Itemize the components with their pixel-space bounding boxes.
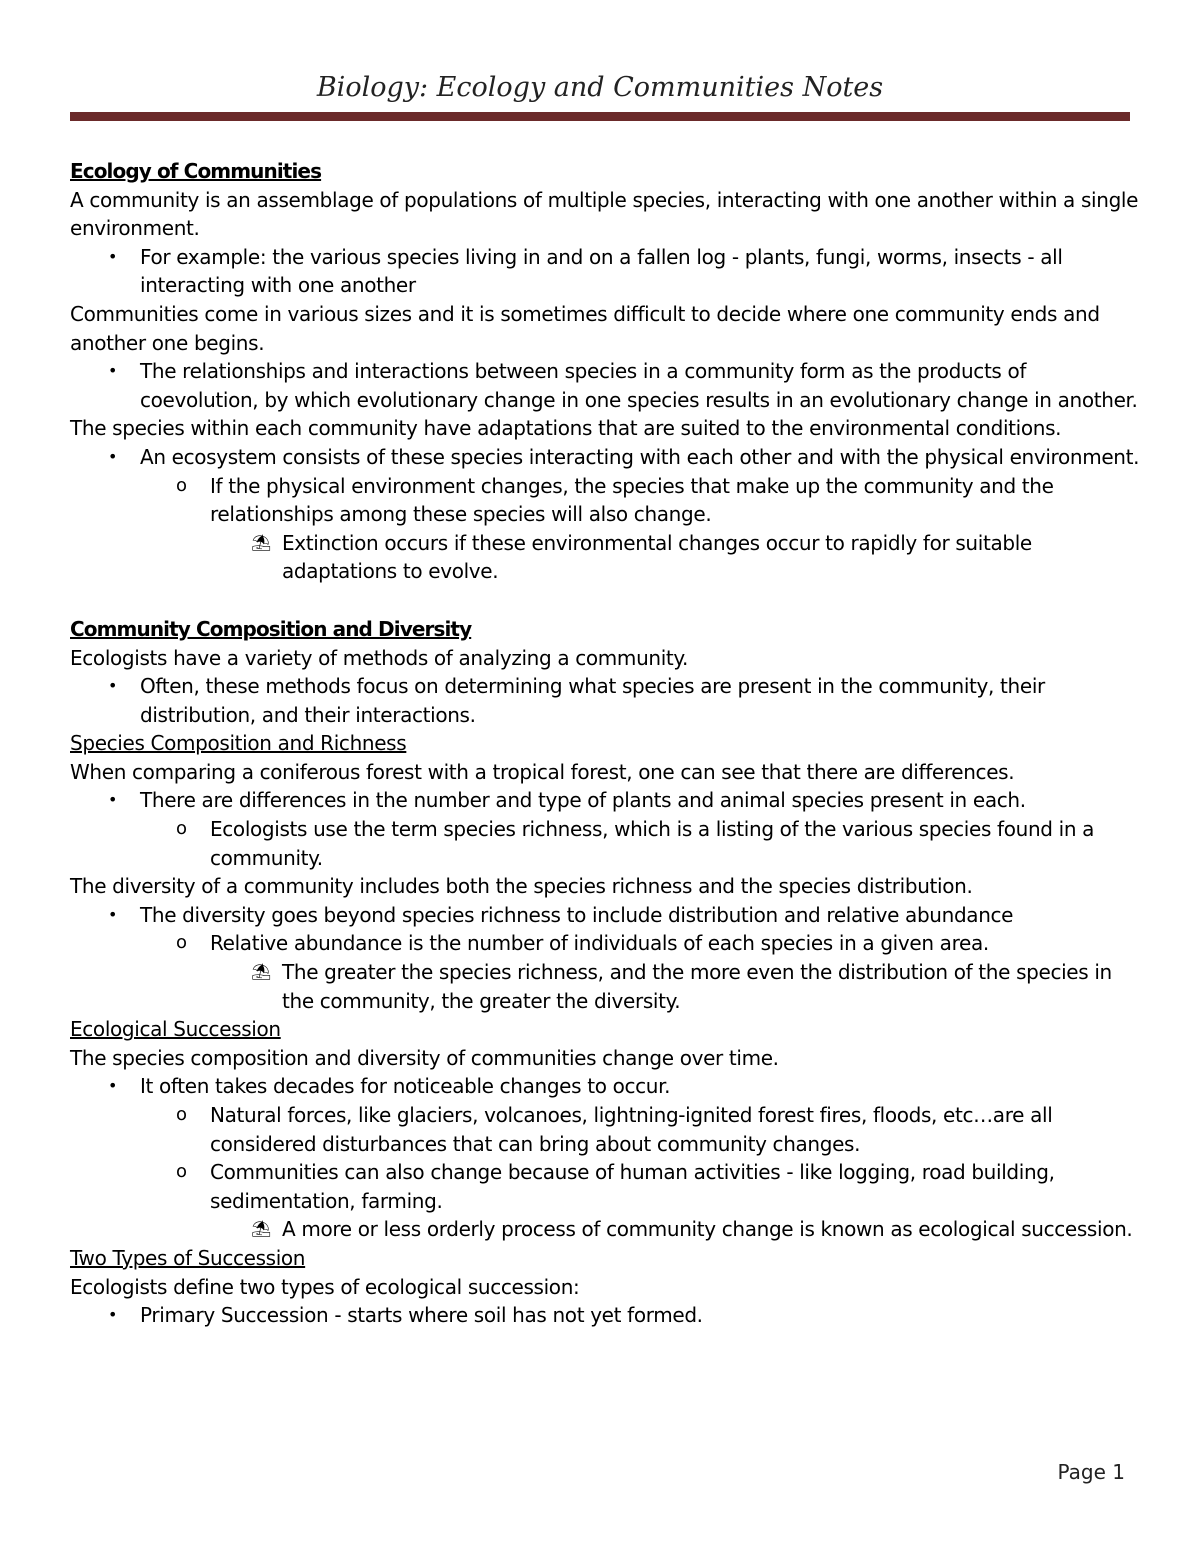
list-item (70, 815, 1140, 872)
list-item (70, 529, 1140, 586)
subheading-species-composition: Species Composition and Richness (70, 731, 407, 756)
bullet-icon: • (108, 1076, 118, 1096)
subheading-ecological-succession: Ecological Succession (70, 1017, 281, 1042)
list-item-text: There are differences in the number and type of plants and animal species present in each. (140, 788, 1026, 813)
bullet-icon: • (108, 790, 118, 810)
list-item (70, 1301, 1140, 1330)
bullet-icon: • (108, 904, 118, 924)
bullet-icon: • (108, 676, 118, 696)
list-item-text: Natural forces, like glaciers, volcanoes, lightning-ignited forest fires, floods, etc…are all considered disturbances that can bring about community changes. (210, 1103, 1053, 1156)
list-item-text: If the physical environment changes, the species that make up the community and the relationships among these species will also change. (210, 473, 1054, 527)
list-item (70, 1072, 1140, 1101)
circle-bullet-icon: o (176, 818, 187, 840)
page-number: Page 1 (1057, 1460, 1125, 1484)
list-item (70, 929, 1140, 958)
paragraph: The diversity of a community includes both the species richness and the species distribution. (70, 874, 973, 899)
umbrella-bullet-icon: ⛱ (251, 962, 271, 982)
list-item-text: Extinction occurs if these environmental changes occur to rapidly for suitable adaptations to evolve. (282, 530, 1032, 584)
list-item-text: Often, these methods focus on determining what species are present in the community, their distribution, and their interactions. (140, 674, 1045, 727)
circle-bullet-icon: o (176, 1104, 187, 1125)
list-item-text: A more or less orderly process of community change is known as ecological succession. (282, 1217, 1133, 1242)
header-divider (70, 112, 1130, 121)
list-item (70, 357, 1140, 414)
bullet-icon: • (108, 446, 118, 466)
circle-bullet-icon: o (176, 474, 187, 496)
document-body (70, 157, 1140, 1330)
list-item (70, 786, 1140, 815)
umbrella-bullet-icon: ⛱ (251, 1219, 271, 1239)
bullet-icon: • (108, 361, 118, 381)
paragraph: Communities come in various sizes and it is sometimes difficult to decide where one community ends and another one begins. (70, 301, 1100, 355)
section-heading-ecology-of-communities: Ecology of Communities (70, 159, 322, 183)
list-item-text: For example: the various species living in and on a fallen log - plants, fungi, worms, insects - all interacting with one another (140, 244, 1063, 298)
paragraph: A community is an assemblage of populations of multiple species, interacting with one another within a single environment. (70, 187, 1139, 241)
list-item (70, 1158, 1140, 1215)
list-item (70, 1101, 1140, 1158)
subheading-two-types-of-succession: Two Types of Succession (70, 1245, 306, 1270)
list-item-text: An ecosystem consists of these species interacting with each other and with the physical environment. (140, 444, 1140, 469)
list-item-text: Ecologists use the term species richness, which is a listing of the various species found in a community. (210, 817, 1095, 870)
paragraph: Ecologists define two types of ecological succession: (70, 1274, 580, 1299)
page-title: Biology: Ecology and Communities Notes (316, 72, 884, 103)
circle-bullet-icon: o (176, 1161, 187, 1183)
paragraph: The species within each community have adaptations that are suited to the environmental conditions. (70, 416, 1062, 441)
list-item-text: The relationships and interactions between species in a community form as the products of coevolution, by which evolutionary change in one species results in an evolutionary change in another. (140, 359, 1138, 412)
list-item-text: Communities can also change because of human activities - like logging, road building, sedimentation, farming. (210, 1160, 1055, 1213)
paragraph: When comparing a coniferous forest with a tropical forest, one can see that there are differences. (70, 759, 1015, 784)
list-item-text: The diversity goes beyond species richness to include distribution and relative abundance (140, 902, 1014, 927)
paragraph: The species composition and diversity of communities change over time. (70, 1045, 779, 1070)
list-item-text: Primary Succession - starts where soil has not yet formed. (140, 1303, 703, 1328)
list-item (70, 472, 1140, 529)
list-item (70, 958, 1140, 1015)
list-item (70, 1215, 1140, 1244)
bullet-icon: • (108, 246, 118, 266)
list-item-text: It often takes decades for noticeable changes to occur. (140, 1074, 671, 1099)
list-item (70, 243, 1140, 300)
umbrella-bullet-icon: ⛱ (251, 532, 271, 552)
list-item (70, 901, 1140, 930)
list-item (70, 443, 1140, 472)
section-heading-community-composition: Community Composition and Diversity (70, 616, 472, 641)
paragraph: Ecologists have a variety of methods of analyzing a community. (70, 645, 689, 670)
list-item-text: The greater the species richness, and the more even the distribution of the species in the community, the greater the diversity. (282, 960, 1112, 1013)
bullet-icon: • (108, 1305, 118, 1325)
list-item-text: Relative abundance is the number of individuals of each species in a given area. (210, 931, 989, 956)
list-item (70, 672, 1140, 729)
circle-bullet-icon: o (176, 932, 187, 954)
